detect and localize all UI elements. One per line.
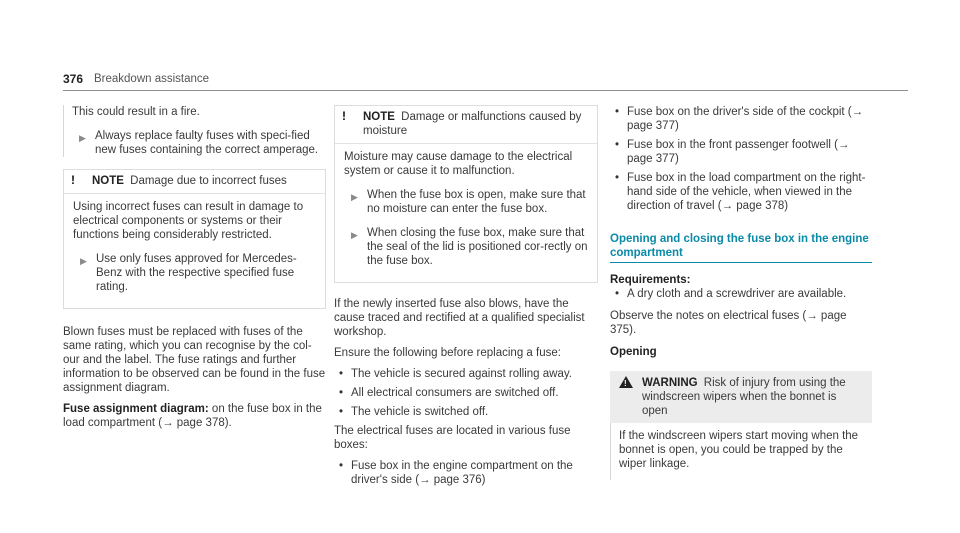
instruction-step [73,252,316,294]
bullet-icon: • [615,288,620,300]
column-3 [610,105,872,480]
bullet-icon: • [615,106,620,118]
column-2 [334,105,598,492]
step-text: Always replace faulty fuses with speci-fied new fuses containing the correct amperage. [95,130,319,156]
list-item [334,386,598,400]
warning-header [610,371,872,423]
observe-text[interactable]: Observe the notes on electrical fuses (→ page 375). [610,310,847,336]
instruction-step [72,129,326,157]
fuse-box-list [334,459,598,487]
page-number: 376 [63,72,84,86]
fuse-box-list [610,105,872,213]
intro-text: This could result in a fire. [72,106,200,118]
note-title: Damage due to incorrect fuses [130,175,287,187]
list-item-text: Fuse box on the driver's side of the cockpit (→ page 377) [627,106,864,132]
list-item-text: All electrical consumers are switched off. [351,387,559,399]
list-item[interactable] [610,105,872,133]
body-paragraph: If the newly inserted fuse also blows, have the cause traced and rectified at a qualified specialist workshop. [334,298,585,338]
list-item-text: The vehicle is secured against rolling away. [351,368,572,380]
bullet-icon: • [339,406,344,418]
warning-text: If the windscreen wipers start moving when the bonnet is open, you could be trapped by the wiper linkage. [619,430,859,470]
step-arrow-icon: ▶ [351,192,358,202]
list-item[interactable] [610,171,872,213]
list-item-text: Fuse box in the engine compartment on the driver's side (→ page 376) [351,460,573,486]
step-text: When closing the fuse box, make sure that the seal of the lid is positioned cor-rectly on the fuse box. [367,227,588,267]
bullet-icon: • [339,460,344,472]
instruction-step [344,188,588,216]
note-icon: ! [342,109,346,123]
note-text: Using incorrect fuses can result in damage to electrical components or systems or their functions being considerably restricted. [73,201,304,241]
warning-label: WARNING [642,377,698,389]
note-body [335,143,597,282]
diagram-label: Fuse assignment diagram: [63,403,209,415]
column-1 [63,105,326,437]
note-label: NOTE [92,175,124,187]
instruction-step [344,226,588,268]
bullet-icon: • [339,368,344,380]
list-item-text: Fuse box in the load compartment on the right-hand side of the vehicle, when viewed in the direction of travel (→ page 378) [627,172,866,212]
note-title: Damage or malfunctions caused by moisture [363,111,582,137]
bullet-icon: • [615,172,620,184]
note-label: NOTE [363,111,395,123]
list-item[interactable] [334,459,598,487]
note-text: Moisture may cause damage to the electrical system or cause it to malfunction. [344,151,573,177]
section-title: Opening and closing the fuse box in the engine compartment [610,232,872,263]
list-item [334,367,598,381]
diagram-text[interactable]: on the fuse box in the load compartment (→ page 378). [63,403,322,429]
step-text: When the fuse box is open, make sure that no moisture can enter the fuse box. [367,189,586,215]
list-item-text: The vehicle is switched off. [351,406,489,418]
requirements-label: Requirements: [610,274,691,286]
note-box [63,169,326,309]
warning-title: Risk of injury from using the windscreen wipers when the bonnet is open [642,377,846,417]
page-header [63,72,908,91]
note-body [64,193,325,308]
checklist [334,367,598,419]
body-paragraph: The electrical fuses are located in various fuse boxes: [334,425,571,451]
diagram-paragraph [63,402,326,430]
bullet-icon: • [339,387,344,399]
list-item [334,405,598,419]
step-text: Use only fuses approved for Mercedes-Benz with the respective specified fuse rating. [96,253,297,293]
list-item [610,287,872,301]
step-arrow-icon: ▶ [79,133,86,143]
list-item-text: Fuse box in the front passenger footwell (→ page 377) [627,139,850,165]
list-item-text: A dry cloth and a screwdriver are available. [627,288,847,300]
body-paragraph: Blown fuses must be replaced with fuses of the same rating, which you can recognise by the col-our and the label. The fuse ratings and further information to be observed can be found in the fuse assignment diagram. [63,326,326,394]
warning-body [610,423,872,480]
warning-continuation [63,105,326,157]
step-arrow-icon: ▶ [351,230,358,240]
chapter-title: Breakdown assistance [94,73,210,85]
warning-triangle-icon [619,376,633,388]
note-icon: ! [71,173,75,187]
note-box [334,105,598,283]
requirements-list [610,287,872,301]
note-header [64,170,325,193]
list-item[interactable] [610,138,872,166]
body-paragraph: Ensure the following before replacing a fuse: [334,347,561,359]
warning-box [610,371,872,480]
note-header [335,106,597,143]
opening-heading: Opening [610,346,657,358]
bullet-icon: • [615,139,620,151]
step-arrow-icon: ▶ [80,256,87,266]
